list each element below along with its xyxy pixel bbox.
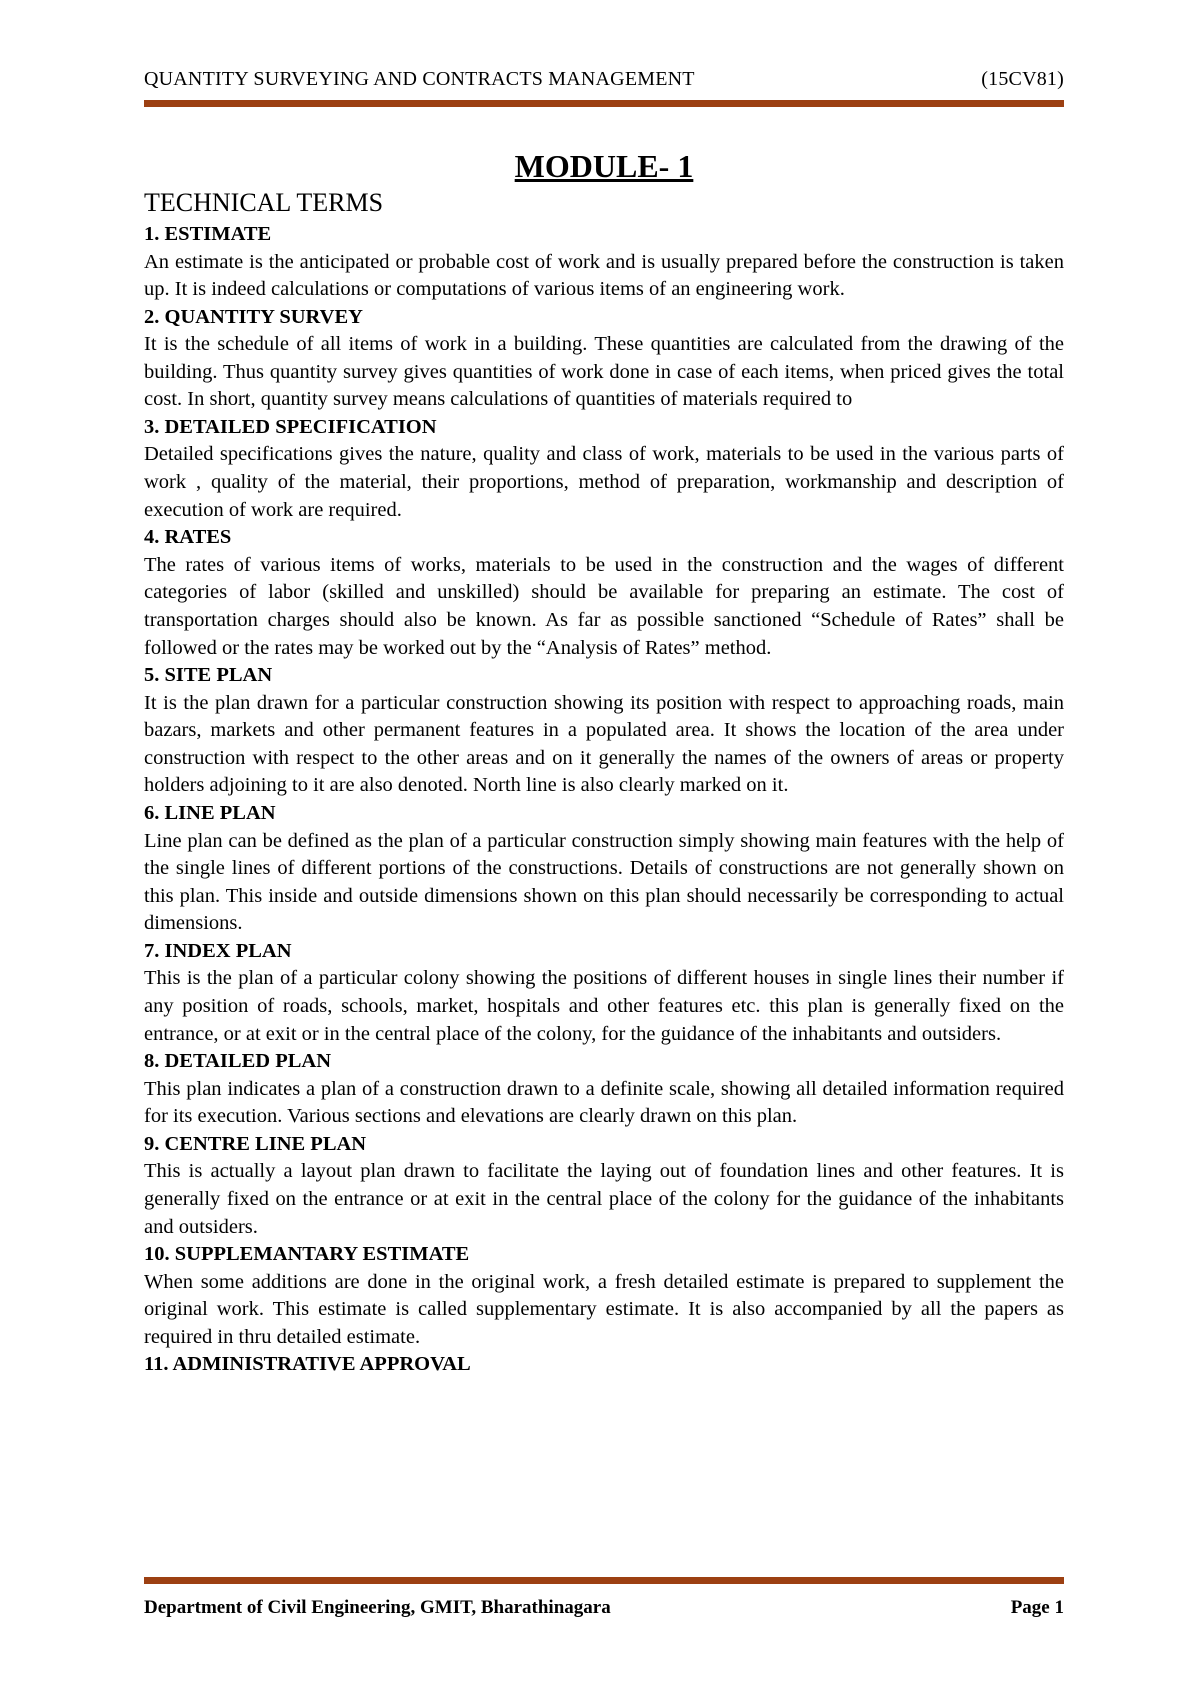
header-rule xyxy=(144,100,1064,107)
section-supplementary-estimate xyxy=(144,1241,1064,1351)
section-body: An estimate is the anticipated or probable cost of work and is usually prepared before the construction is taken up. It is indeed calculations or computations of various items of an engineering work. xyxy=(144,250,1064,301)
section-estimate xyxy=(144,221,1064,304)
section-body: Detailed specifications gives the nature, quality and class of work, materials to be used in the various parts of work , quality of the material, their proportions, method of preparation, workmanship and description of execution of work are required. xyxy=(144,443,1064,521)
section-body: This is actually a layout plan drawn to facilitate the laying out of foundation lines and other features. It is generally fixed on the entrance or at exit in the central place of the colony for the guidance of the inhabitants and outsiders. xyxy=(144,1160,1064,1238)
section-line-plan xyxy=(144,800,1064,938)
page-footer xyxy=(144,1597,1064,1619)
page-content xyxy=(144,147,1064,1379)
section-title: 1. ESTIMATE xyxy=(144,223,272,245)
section-title: 7. INDEX PLAN xyxy=(144,939,292,962)
section-title: 9. CENTRE LINE PLAN xyxy=(144,1132,367,1155)
section-index-plan xyxy=(144,938,1064,1048)
section-rates xyxy=(144,524,1064,662)
page-number: Page 1 xyxy=(1010,1597,1064,1618)
section-body: When some additions are done in the original work, a fresh detailed estimate is prepared to supplement the original work. This estimate is called supplementary estimate. It is also accompanied by all the papers as required in thru detailed estimate. xyxy=(144,1270,1064,1348)
footer-rule xyxy=(144,1577,1064,1584)
section-body: This is the plan of a particular colony showing the positions of different houses in single lines their number if any position of roads, schools, market, hospitals and other features etc. this plan is generally fixed on the entrance, or at exit or in the central place of the colony, for the guidance of the inhabitants and outsiders. xyxy=(144,967,1064,1045)
section-title: 4. RATES xyxy=(144,526,232,549)
section-body: It is the plan drawn for a particular construction showing its position with respect to approaching roads, main bazars, markets and other permanent features in a populated area. It shows the location of the area under construction with respect to the other areas and on it generally the names of the owners of areas or property holders adjoining to it are also denoted. North line is also clearly marked on it. xyxy=(144,691,1064,797)
section-body: This plan indicates a plan of a construction drawn to a definite scale, showing all detailed information required for its execution. Various sections and elevations are clearly drawn on this plan. xyxy=(144,1077,1064,1128)
section-body: Line plan can be defined as the plan of a particular construction simply showing main features with the help of the single lines of different portions of the constructions. Details of constructions are not generally shown on this plan. This inside and outside dimensions shown on this plan should necessarily be corresponding to actual dimensions. xyxy=(144,829,1064,935)
section-title: 5. SITE PLAN xyxy=(144,664,273,687)
section-detailed-plan xyxy=(144,1048,1064,1131)
header-course-code: (15CV81) xyxy=(981,68,1064,90)
section-title: 8. DETAILED PLAN xyxy=(144,1050,331,1073)
section-body: The rates of various items of works, materials to be used in the construction and the wages of different categories of labor (skilled and unskilled) should be available for preparing an estimate. The cost of transportation charges should also be known. As far as possible sanctioned “Schedule of Rates” shall be followed or the rates may be worked out by the “Analysis of Rates” method. xyxy=(144,553,1064,659)
section-centre-line-plan xyxy=(144,1131,1064,1241)
section-title: 6. LINE PLAN xyxy=(144,802,276,824)
section-title: 11. ADMINISTRATIVE APPROVAL xyxy=(144,1353,471,1376)
section-body: It is the schedule of all items of work in a building. These quantities are calculated from the drawing of the building. Thus quantity survey gives quantities of work done in case of each items, when priced gives the total cost. In short, quantity survey means calculations of quantities of materials required to xyxy=(144,333,1064,411)
section-title: 3. DETAILED SPECIFICATION xyxy=(144,415,437,438)
page-header xyxy=(144,68,1064,91)
footer-department: Department of Civil Engineering, GMIT, Bharathinagara xyxy=(144,1597,611,1618)
module-title: MODULE- 1 xyxy=(514,148,694,184)
section-quantity-survey xyxy=(144,304,1064,414)
section-site-plan xyxy=(144,662,1064,800)
section-detailed-specification xyxy=(144,414,1064,524)
header-title: QUANTITY SURVEYING AND CONTRACTS MANAGEMENT xyxy=(144,68,695,90)
section-title: 2. QUANTITY SURVEY xyxy=(144,305,363,328)
section-administrative-approval xyxy=(144,1351,1064,1379)
section-title: 10. SUPPLEMANTARY ESTIMATE xyxy=(144,1243,470,1266)
page-heading: TECHNICAL TERMS xyxy=(144,188,384,217)
